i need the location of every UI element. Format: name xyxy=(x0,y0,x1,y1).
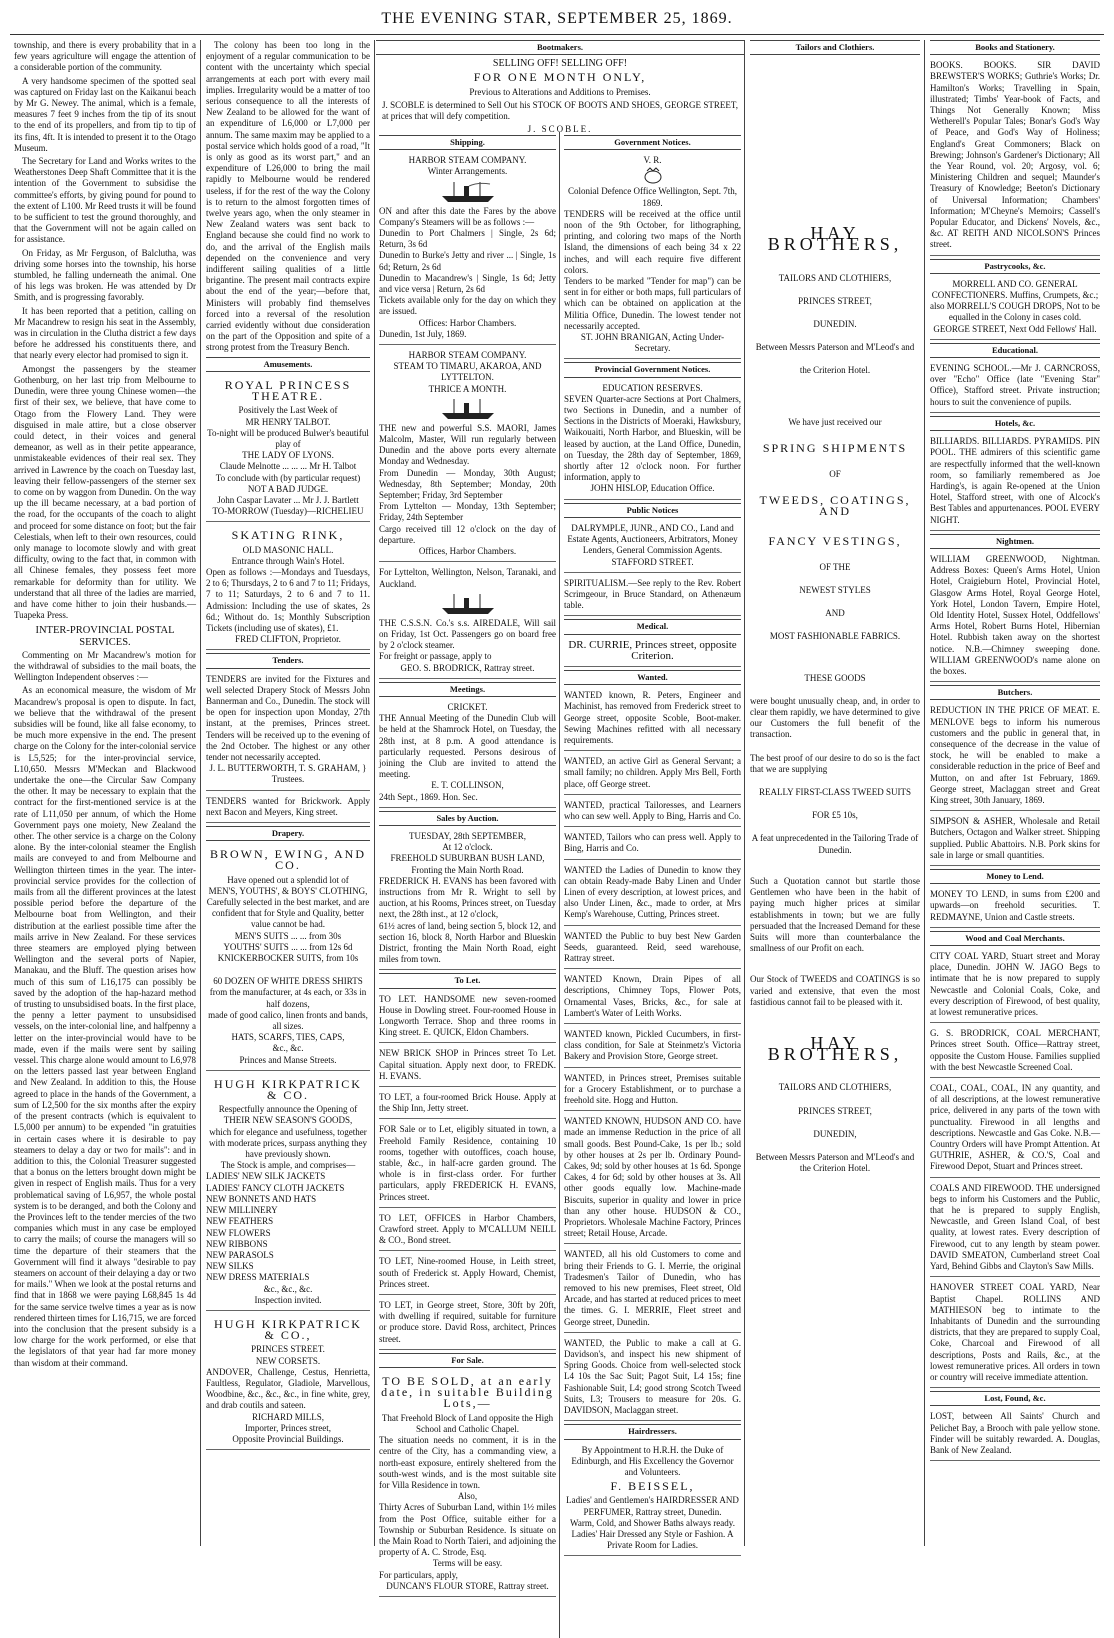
ad-line: LADIES' FANCY CLOTH JACKETS xyxy=(206,1182,345,1193)
column-3-right xyxy=(561,132,744,1638)
ad-wanted: WANTED, the Public to make a call at G. Davidson's, and inspect his new shipment of Spring Goods. Choice from well-selected stock L4 10s the Sac Suit; Pagot Suit, L4 15s; fine Fashionable Suit, L4; good strong Scotch Tweed Suits, L3; Trousers to measure for 20s. G. DAVIDSON, Maclaggan street. xyxy=(564,1336,741,1421)
ad-coal: COALS AND FIREWOOD. THE undersigned begs to inform his Customers and the Public, that he is prepared to supply English, Newcastle, and Green Island Coal, of best quality, at lowest rates. Every description of Firewood, cut to any length by steam power. DAVID SMEATON, Cumberland street Coal Yard, Behind Gibbs and Clayton's Saw Mills. xyxy=(930,1181,1100,1278)
ad-line: which for elegance and usefulness, together with moderate prices, surpass anything they have previously shown. xyxy=(209,1126,367,1160)
news-paragraph: On Friday, as Mr Ferguson, of Balclutha, was driving some horses into the township, his horse stumbled, he falling underneath the animal. One of his legs was broken. He was attended by Dr Smith, and is progressing favorably. xyxy=(14,247,196,303)
masthead: THE EVENING STAR, SEPTEMBER 25, 1869. xyxy=(381,10,733,27)
ad-coal: HANOVER STREET COAL YARD, Near Baptist Chapel. ROLLINS AND MATHIESON beg to intimate to the Inhabitants of Dunedin and the surrounding districts, that they are prepared to supply Coal, Coke, Charcoal and Firewood of all descriptions, Posts and Rails, &c., at the lowest remunerative prices. All orders in town or country will receive immediate attention. xyxy=(930,1280,1100,1388)
column-divider xyxy=(744,40,745,1546)
section-header-tenders: Tenders. xyxy=(206,653,370,668)
section-header-hotels: Hotels, &c. xyxy=(930,416,1100,431)
ad-nightmen: WILLIAM GREENWOOD, Nightman. Address Boxes: Queen's Arms Hotel, Union Hotel, Craigieburn Hotel, Provincial Hotel, Glasgow Arms Hotel, Royal George Hotel, York Hotel, London Tavern, Empire Hotel, Old Identity Hotel, Sussex Hotel, Oddfellows' Arms Hotel, Robert Burns Hotel, Hibernian Hotel. Rubbish taken away on the shortest notice. N.B.—Chimney sweeping done. WILLIAM GREENWOOD's name alone on the boxes. xyxy=(930,552,1100,682)
ad-line: FREDERICK H. EVANS has been favored with instructions from Mr R. Wright to sell by auction, at his Rooms, Princes street, on Tuesday next, the 28th inst., at 12 o'clock, xyxy=(379,875,556,920)
ad-line: 24th Sept., 1869. Hon. Sec. xyxy=(379,791,478,802)
ad-wanted: WANTED the Public to buy best New Garden Seeds, guaranteed. Reid, seed warehouse, Rattray street. xyxy=(564,929,741,970)
ad-coal: COAL, COAL, COAL, IN any quantity, and of all descriptions, at the lowest remunerative price, delivered in any parts of the town with punctuality. Firewood in all lengths and descriptions. Newcastle and Gas Coke. N.B.—Country Orders will have Prompt Attention. At GUTHRIE, ASHER, & CO.'S, Coal and Firewood Depot, Stuart and Princes street. xyxy=(930,1081,1100,1178)
news-paragraph: As an economical measure, the wisdom of Mr Macandrew's proposal is open to dispute. In fact, we believe that the withdrawal of the present subsidies will be found, like all false economy, to be much more expensive in the end. The present charge on the Colony for the inter-colonial service is L5,525; for the inter-provincial service, L10,650. Messrs M'Meckan and Blackwood undertake the one—the Circular Saw Company the other. It may be necessary to explain that the contract for the first-mentioned service is at the rate of L11,050 per annum, of which the Home Government pays one moiety, New Zealand the other. The other service is a charge on the Colony alone. By the inter-colonial steamer the English mails are conveyed to and from Melbourne and Wellington thirteen times in the year. The inter-provincial service provides for the collection of mails from all the different provinces at the latest possible period before the departure of the Melbourne boat from Wellington, and their distribution at the earliest possible time after the mails arrive in New Zealand. For these services three steamers are employed plying between Wellington and the several ports of Napier, Manakau, and the Bluff. The question arises how much of this sum of L16,175 can possibly be saved by the adoption of the hap-hazard method of trusting to unsubsidised boats. In the first place, the penny a letter payment to unsubsidised vessels, on the inter-colonial line, and halfpenny a letter on the inter-provincial would have to be made, even if the mails were sent by sailing vessel. This charge alone would amount to L6,978 on the letters passed last year between England and New Zealand. In addition to this, the House agreed to place in the hands of the Government, a sum of L2,500 for the six months after the expiry of the present contracts (which is equivalent to L5,000 per annum) to be expended "in gratuities in certain cases where it is desirable to pay steamers to delay a day or two for mails": and in addition to this, the Colonial Treasurer suggested that a bonus on the letters brought down might be given in respect of English mails. Thus for a very problematical saving of L6,957, the whole postal system is to be deranged, and both the Colony and the Provinces left to the tender mercies of the two companies which must in any case be employed to carry the mails; of course the managers will so time the departure of their steamers that the Government will find it always "desirable to pay steamers on account of their delaying a day or two for mails." When we look at the postal returns and find that in 1868 we were paying L68,845 1s 4d for the same service twelve times a year as is now rendered thirteen times for L16,715, we are forced into the conclusion that the present subsidy is a low charge for the work performed, or else that the legislators of that year had far more money than wisdom at their command. xyxy=(14,685,196,1368)
ad-brown-ewing xyxy=(206,844,370,1071)
ad-line: KNICKERBOCKER SUITS, from 10s xyxy=(217,953,359,964)
ad-title: HARBOR STEAM COMPANY. xyxy=(408,155,527,166)
ad-line: TENDERS are invited for the Fixtures and well selected Drapery Stock of Messrs John Bannerman and Co., Dunedin. The stock will be open for inspection upon Monday, 27th instant, at the premises, Princes street. Tenders will be received up to the evening of the 2nd October. The highest or any other tender not necessarily accepted. xyxy=(206,673,370,762)
ad-line: NEW SILKS xyxy=(206,1261,254,1272)
ad-line: Between Messrs Paterson and M'Leod's and xyxy=(755,1151,915,1162)
ad-line: REALLY FIRST-CLASS TWEED SUITS xyxy=(758,787,912,798)
ad-education-reserves xyxy=(564,381,741,500)
ad-line: Terms will be easy. xyxy=(432,1558,503,1569)
ad-line: Dunedin to Burke's Jetty and river ... | Single, 1s 6d; Return, 2s 6d xyxy=(379,250,556,272)
column-news-1 xyxy=(10,40,200,1546)
ad-butchers: SIMPSON & ASHER, Wholesale and Retail Butchers, Octagon and Walker street. Shipping supplied. Public Abattoirs. N.B. Pork skins for sale in large or small quantities. xyxy=(930,814,1100,866)
section-header-public-notices: Public Notices xyxy=(564,503,741,518)
ad-pastrycooks: MORRELL AND CO. GENERAL CONFECTIONERS. Muffins, Crumpets, &c.; also MORRELL'S COUGH DROPS, Not to be equalled in the Colony in cases cold. GEORGE STREET, Next Odd Fellows' Hall. xyxy=(930,277,1100,340)
ad-line: ANDOVER, Challenge, Cestus, Henrietta, Faultless, Regulator, Gladiole, Marvellous, Woodbine, &c., &c., &c., in fine white, grey, and drab coutils and sateen. xyxy=(206,1366,370,1411)
ad-wanted: WANTED known, R. Peters, Engineer and Machinist, has removed from Frederick street to George street, opposite Scoble, Boot-maker. Sewing Machines refitted with all necessary requirements. xyxy=(564,688,741,751)
bootmakers-block xyxy=(376,40,744,135)
ad-line: PRINCES STREET. xyxy=(251,1344,325,1355)
ad-title: HUGH KIRKPATRICK & CO., xyxy=(214,1316,362,1343)
ad-butchers: REDUCTION IN THE PRICE OF MEAT. E. MENLOVE begs to inform his numerous customers and the public in general that, in consequence of the decrease in the value of stock, he will be enabled to make a considerable reduction in the price of Beef and Mutton, on and after 1st February, 1869. George street, Maclaggan street and Great King street, 30th January, 1869. xyxy=(930,703,1100,811)
ad-line: From Dunedin — Monday, 30th August; Wednesday, 8th September; Monday, 20th September; Friday, 3rd September xyxy=(379,467,556,501)
ad-line: NEW DRESS MATERIALS xyxy=(206,1272,310,1283)
ad-line: NEWEST STYLES xyxy=(799,585,871,596)
ad-line: TWEEDS, COATINGS, AND xyxy=(759,493,911,519)
ad-line: GEO. S. BRODRICK, Rattray street. xyxy=(400,662,535,673)
ad-line: &c., &c. xyxy=(272,1043,304,1054)
section-header-educational: Educational. xyxy=(930,343,1100,358)
ad-line: For freight or passage, apply to xyxy=(379,651,492,662)
ad-books: BOOKS. BOOKS. SIR DAVID BREWSTER'S WORKS; Guthrie's Works; Dr. Hamilton's Works; Travelling in Spain, illustrated; Timbs' Year-book of Facts, and Things Not Generally Known; Miss Wetherell's Popular Tales; Bonar's God's Way of Peace, and God's Way of Holiness; England's Great Commoners; Black on Brewing; Johnson's Gardener's Dictionary; All the Year Round, vol. 20; Argosy, vol. 6; Ministering Children and sequel; Maunder's Treasury of Knowledge; Beeton's Dictionary of Universal Information; Chambers' Information; M'Cheyne's Memoirs; Cassell's Popular Educator, and Dickens' Novels, &c., &c. AT REITH AND NICOLSON'S Princes street. xyxy=(930,58,1100,255)
ad-line: TAILORS AND CLOTHIERS, xyxy=(778,272,892,283)
ad-line: Importer, Princes street, xyxy=(244,1422,332,1433)
ad-government-notice xyxy=(564,153,741,359)
ad-line: Ladies' and Gentlemen's HAIRDRESSER AND PERFUMER, Rattray street, Dunedin. xyxy=(566,1495,739,1517)
ad-signature: J. SCOBLE. xyxy=(527,124,593,135)
section-header-medical: Medical. xyxy=(564,619,741,634)
ad-line: THE LADY OF LYONS. xyxy=(242,450,334,461)
ad-line: DUNEDIN, xyxy=(813,1128,857,1139)
ad-line: made of good calico, linen fronts and bands, all sizes. xyxy=(208,1009,368,1032)
ad-line: Entrance through Wain's Hotel. xyxy=(231,555,345,566)
section-header-government: Government Notices. xyxy=(564,135,741,150)
ad-line: The Stock is ample, and comprises— xyxy=(220,1160,356,1171)
ad-line: MR HENRY TALBOT. xyxy=(245,416,331,427)
ad-line: the Criterion Hotel. xyxy=(799,1163,871,1174)
ad-hugh-kirkpatrick-corsets xyxy=(206,1314,370,1450)
ad-line: ST. JOHN BRANIGAN, Acting Under-Secretary. xyxy=(580,332,725,354)
ad-line: Cargo received till 12 o'clock on the day of departure. xyxy=(379,523,556,545)
ad-line: At 12 o'clock. xyxy=(442,842,493,853)
section-header-drapery: Drapery. xyxy=(206,826,370,841)
section-header-money: Money to Lend. xyxy=(930,869,1100,884)
ad-line: NOT A BAD JUDGE. xyxy=(247,483,329,494)
ad-line: RICHARD MILLS, xyxy=(251,1411,324,1422)
ad-wanted: WANTED, in Princes street, Premises suitable for a Grocery Establishment, or to purchase a freehold site. Hogg and Hutton. xyxy=(564,1071,741,1112)
ad-line: Carefully selected in the best market, and are confident that for Style and Quality, better value cannot be had. xyxy=(206,897,370,930)
section-header-to-let: To Let. xyxy=(379,973,556,988)
ad-line: MEN'S SUITS ... ... from 30s xyxy=(234,930,342,941)
ad-line: That Freehold Block of Land opposite the High School and Catholic Chapel. xyxy=(381,1412,554,1434)
ad-for-sale xyxy=(379,1371,556,1597)
ad-line: V. R. xyxy=(643,155,662,166)
ad-line: SEVEN Quarter-acre Sections at Port Chalmers, two Sections in Dunedin, and a number of Sections in the Districts of Moeraki, Hawksbury, Waikouaiti, North Harbor, and Blueskin, will be leased by auction, at the Land Office, Dunedin, on Tuesday, the 28th day of September, 1869, shortly after 12 o'clock noon. For further information, apply to xyxy=(564,393,741,483)
ad-to-let: TO LET. HANDSOME new seven-roomed House in Dowling street. Four-roomed House in Longworth Terrace. Shop and three rooms in King street. E. QUICK, Eldon Chambers. xyxy=(379,992,556,1044)
ad-paragraph: Such a Quotation cannot but startle those Gentlemen who have been in the habit of paying much higher prices at similar establishments in town; but we are fully persuaded that the Increased Demand for these Suits will more than counterbalance the smallness of our Profit on each. xyxy=(750,875,920,954)
ad-wanted: WANTED KNOWN, HUDSON AND CO. have made an immense Reduction in the price of all small goods. Best Pound-Cake, 1s per lb.; sold by other houses at 2s per lb. Ordinary Pound-Cakes, 9d; sold by other houses at 1s 6d. Sponge Cakes, 4 for 6d; sold by other houses at 3s. All other goods equally low. Machine-made Biscuits, superior in quality and lower in price than any other house. HUDSON & CO., Proprietors. Wholesale Machine Factory, Princes street; Retail House, Arcade. xyxy=(564,1114,741,1244)
ad-to-let: TO LET, a four-roomed Brick House. Apply at the Ship Inn, Jetty street. xyxy=(379,1090,556,1119)
column-ads-3 xyxy=(376,40,744,1591)
ad-line: Colonial Defence Office Wellington, Sept. 7th, 1869. xyxy=(568,186,737,208)
ad-wanted: WANTED, practical Tailoresses, and Learners who can sew well. Apply to Bing, Harris and Co. xyxy=(564,798,741,827)
section-header-shipping: Shipping. xyxy=(379,135,556,150)
ad-cricket xyxy=(379,700,556,808)
news-paragraph: The Secretary for Land and Works writes to the Weatherstones Deep Shaft Committee that it is the intention of the Government to subsidise the committee's efforts, by giving pound for pound to the extent of L100. Mr Reed trusts it will be found to be sufficient to test the ground thoroughly, and that the Government will not be again called on for assistance. xyxy=(14,156,196,245)
ad-skating-rink xyxy=(206,525,370,650)
column-divider xyxy=(200,40,201,1546)
ad-line: NEW MILLINERY xyxy=(206,1205,278,1216)
ad-title-hay-brothers: HAY BROTHERS, xyxy=(767,1032,903,1065)
ad-line: Opposite Provincial Buildings. xyxy=(232,1433,344,1444)
ad-line: &c., &c., &c. xyxy=(263,1283,313,1294)
ad-public-notice: DALRYMPLE, JUNR., AND CO., Land and Estate Agents, Auctioneers, Arbitrators, Money Lenders, General Commission Agents. STAFFORD STREET. xyxy=(564,521,741,573)
section-header-provincial: Provincial Government Notices. xyxy=(564,362,741,377)
ad-line: JOHN HISLOP, Education Office. xyxy=(590,483,715,494)
ad-auction xyxy=(379,829,556,970)
ad-title-hay-brothers: HAY BROTHERS, xyxy=(767,223,903,255)
ad-coal: G. S. BRODRICK, COAL MERCHANT, Princes street South. Office—Rattray street, opposite the Custom House. Families supplied with the best Newcastle Screened Coal. xyxy=(930,1026,1100,1078)
top-rule xyxy=(10,34,1104,35)
ad-line: 60 DOZEN OF WHITE DRESS SHIRTS xyxy=(213,976,363,987)
ad-to-let: NEW BRICK SHOP in Princes street To Let. Capital situation. Apply next door, to FREDK. H. EVANS. xyxy=(379,1046,556,1087)
section-header-wood-coal: Wood and Coal Merchants. xyxy=(930,931,1100,946)
ad-line: J. SCOBLE is determined to Sell Out his STOCK OF BOOTS AND SHOES, GEORGE STREET, at prices that will defy competition. xyxy=(382,99,738,122)
steamship-icon xyxy=(438,592,498,616)
ad-to-let: TO LET, OFFICES in Harbor Chambers, Crawford street. Apply to M'CALLUM NEILL & CO., Bond street. xyxy=(379,1211,556,1252)
ad-line: SELLING OFF! SELLING OFF! xyxy=(492,58,628,70)
ad-line: From Lyttelton — Monday, 13th September; Friday, 24th September xyxy=(379,501,556,523)
ad-line: PRINCES STREET, xyxy=(798,295,872,306)
ad-title: HARBOR STEAM COMPANY. xyxy=(408,350,527,361)
section-header-bootmakers: Bootmakers. xyxy=(376,40,744,55)
ad-tender xyxy=(206,672,370,791)
news-paragraph: Commenting on Mr Macandrew's motion for the withdrawal of subsidies to the mail boats, the Wellington Independent observes :— xyxy=(14,649,196,683)
ad-title: CRICKET. xyxy=(447,701,488,712)
ad-line: Open as follows :—Mondays and Tuesdays, 2 to 6; Thursdays, 2 to 6 and 7 to 11; Fridays, 7 to 11; Saturdays, 2 to 6 and 7 to 11. Admission: Including the use of skates, 2s 6d.; Without do. 1s; Monthly Subscription Tickets (including use of skates), £1. xyxy=(206,566,370,633)
ad-line: TO-MORROW (Tuesday)—RICHELIEU xyxy=(212,506,364,517)
ad-title: ROYAL PRINCESS THEATRE. xyxy=(224,377,352,404)
section-header-lost-found: Lost, Found, &c. xyxy=(930,1391,1100,1406)
section-header-amusements: Amusements. xyxy=(206,357,370,372)
ad-wanted: WANTED Known, Drain Pipes of all descriptions, Chimney Tops, Flower Pots, Ornamental Vases, Bricks, &c., for sale at Lambert's Water of Leith Works. xyxy=(564,972,741,1024)
ad-line: MOST FASHIONABLE FABRICS. xyxy=(769,631,901,642)
section-header-nightmen: Nightmen. xyxy=(930,534,1100,549)
ad-title: BROWN, EWING, AND CO. xyxy=(210,847,366,873)
ad-line: NEW BONNETS AND HATS xyxy=(206,1193,317,1204)
column-divider xyxy=(924,40,925,1546)
ad-line: STEAM TO TIMARU, AKAROA, AND LYTTELTON. xyxy=(393,361,542,383)
ad-line: Princes and Manse Streets. xyxy=(239,1054,337,1065)
ad-title: EDUCATION RESERVES. xyxy=(602,382,703,393)
ad-tender: TENDERS wanted for Brickwork. Apply next Bacon and Meyers, King street. xyxy=(206,794,370,823)
ad-line: THEIR NEW SEASON'S GOODS, xyxy=(223,1115,353,1126)
ad-line: For Lyttelton, Wellington, Nelson, Taranaki, and Auckland. xyxy=(379,567,556,589)
ad-line: Respectfully announce the Opening of xyxy=(218,1104,358,1115)
ad-line: Have opened out a splendid lot of xyxy=(227,874,349,885)
ad-line: Dunedin to Macandrew's | Single, 1s 6d; Jetty and vice versa | Return, 2s 6d xyxy=(379,272,556,295)
ad-line: Dunedin to Port Chalmers | Single, 2s 6d; Return, 3s 6d xyxy=(379,228,556,250)
ad-money-to-lend: MONEY TO LEND, in sums from £200 and upwards—on freehold securities. T. REDMAYNE, Union and Castle streets. xyxy=(930,887,1100,928)
ad-line: Inspection invited. xyxy=(254,1294,322,1305)
ad-hairdresser xyxy=(564,1443,741,1557)
ad-paragraph: were bought unusually cheap, and, in order to clear them rapidly, we have determined to give our Customers the full benefit of the transaction. xyxy=(750,695,920,740)
ad-line: from the manufacturer, at 4s each, or 33s in half dozens, xyxy=(209,987,367,1009)
ad-to-let: FOR Sale or to Let, eligibly situated in town, a Freehold Family Residence, containing 10 rooms, together with outoffices, coach house, stable, &c., in half-acre garden ground. The whole is in first-class order. For further particulars, apply FREDERICK H. EVANS, Princes street. xyxy=(379,1122,556,1207)
ad-paragraph: Our Stock of TWEEDS and COATINGS is so varied and extensive, that even the most fastidious cannot fail to be pleased with it. xyxy=(750,974,920,1007)
ad-theatre xyxy=(206,375,370,522)
section-header-meetings: Meetings. xyxy=(379,682,556,697)
ad-line: Thirty Acres of Suburban Land, within 1½ miles from the Post Office, suitable either for a Township or Suburban Residence. Is situate on the Main Road to North Taieri, and adjoining the property of A. C. Strode, Esq. xyxy=(379,1502,556,1558)
ad-line: Claude Melnotte ... ... ... Mr H. Talbot xyxy=(219,461,357,472)
ad-educational: EVENING SCHOOL.—Mr J. CARNCROSS, over "Echo" Office (late "Evening Star" Office), Stafford street. Private instruction; hours to suit the convenience of pupils. xyxy=(930,361,1100,413)
ad-wanted: WANTED known, Pickled Cucumbers, in first-class condition, for Sale at Steinmetz's Victoria Bakery and Provision Store, George street. xyxy=(564,1027,741,1068)
ad-line: TAILORS AND CLOTHIERS, xyxy=(778,1082,892,1093)
ad-line: To-night will be produced Bulwer's beautiful play of xyxy=(207,427,369,449)
ad-wanted: WANTED, Tailors who can press well. Apply to Bing, Harris and Co. xyxy=(564,830,741,859)
ad-line: SPRING SHIPMENTS xyxy=(762,440,908,455)
ad-line: To conclude with (by particular request) xyxy=(215,472,361,483)
ad-line: Between Messrs Paterson and M'Leod's and xyxy=(755,342,915,353)
column-3-body xyxy=(376,132,744,1591)
ad-line: TUESDAY, 28th SEPTEMBER, xyxy=(408,830,527,841)
ad-line: Winter Arrangements. xyxy=(427,166,508,177)
section-header-pastrycooks: Pastrycooks, &c. xyxy=(930,259,1100,274)
news-paragraph: It has been reported that a petition, calling on Mr Macandrew to resign his seat in the Assembly, was in circulation in the Clutha district a few days before he addressed his constituents there, and that nearly every elector had promised to sign it. xyxy=(14,305,196,361)
ad-line: THE Annual Meeting of the Dunedin Club will be held at the Shamrock Hotel, on Tuesday, the 28th inst, at 8 p.m. A good attendance is particularly requested. Persons desirous of joining the Club are invited to attend the meeting. xyxy=(379,713,556,780)
ad-medical: DR. CURRIE, Princes street, opposite Criterion. xyxy=(564,638,741,667)
royal-crest-icon xyxy=(638,167,668,185)
ad-line: TENDERS will be received at the office until noon of the 9th October, for lithographing, printing, and coloring two maps of the North Island, the dimensions of each being 34 x 22 inches, and will each require five different colors. xyxy=(564,208,741,275)
ad-line: OF THE xyxy=(819,561,851,572)
ad-line: E. T. COLLINSON, xyxy=(431,780,504,791)
ad-title: HUGH KIRKPATRICK & CO. xyxy=(214,1076,362,1103)
section-header-books: Books and Stationery. xyxy=(930,40,1100,55)
column-ads-5 xyxy=(926,40,1104,1546)
section-header-for-sale: For Sale. xyxy=(379,1353,556,1368)
ad-line: By Appointment to H.R.H. the Duke of Edinburgh, and His Excellency the Governor and Volunteers. xyxy=(571,1444,734,1477)
ad-line: NEW PARASOLS xyxy=(206,1249,274,1260)
column-divider xyxy=(374,40,375,1546)
ad-lost: LOST, between All Saints' Church and Pelichet Bay, a Brooch with pale yellow stone. Finder will be suitably rewarded. A. Douglas, Bank of New Zealand. xyxy=(930,1409,1100,1461)
column-tailors xyxy=(746,40,924,1546)
ad-wanted: WANTED, all his old Customers to come and bring their Friends to G. I. Merrie, the original Tradesmen's Tailor of Dunedin, who has removed to his new premises, Fleet street, Old Arcade, and has started at reduced prices to meet the times. G. I. MERRIE, Fleet street and George street, Dunedin. xyxy=(564,1247,741,1332)
ad-line: OLD MASONIC HALL. xyxy=(242,544,334,555)
ad-line: Also, xyxy=(457,1491,478,1502)
steamship-icon xyxy=(438,397,498,421)
ad-line: We have just received our xyxy=(788,416,882,427)
news-paragraph: township, and there is every probability that in a few years agriculture will engage the attention of a considerable portion of the community. xyxy=(14,40,196,73)
ad-line: Warm, Cold, and Shower Baths always ready. xyxy=(570,1517,735,1528)
ad-line: NEW FLOWERS xyxy=(206,1227,271,1238)
section-header-auction: Sales by Auction. xyxy=(379,811,556,826)
ad-line: NEW CORSETS. xyxy=(255,1355,321,1366)
ad-line: John Caspar Lavater ... Mr J. J. Bartlett xyxy=(217,494,359,505)
ad-coal: CITY COAL YARD, Stuart street and Moray place, Dunedin. JOHN W. JAGO Begs to intimate that he is now prepared to supply Newcastle and Colonial Coals, Coke, and every description of Firewood, of best quality, at lowest remunerative prices. xyxy=(930,949,1100,1023)
news-paragraph: Amongst the passengers by the steamer Gothenburg, on her last trip from Melbourne to Dunedin, were three young Chinese women—the first of their sex, we believe, that have come to Otago from the Flowery Land. They were disguised in male attire, but a close observer could detect, in their voices and general demeanor, as well as in their petite appearance, unmistakeable evidences of their real sex. They arrived in Lawrence by the coach on Tuesday last, leaving their fellow-passengers of the sterner sex to come on by waggon from Dunedin. On the way up the ill became necessary, at a bad portion of the road, for the occupants of the coach to alight and proceed for some distance on foot; but the fair Celestials, when left to their own resources, could only manage to locomote slowly and with great difficulty, owing to the fact that, in common with all Chinese females, they possess feet more remarkable for deformity than for utility. We understand that all three of the ladies are married, and have come hither to join their husbands.—Tuapeka Press. xyxy=(14,363,196,621)
ad-cssn-airedale xyxy=(379,565,556,678)
column-3-left xyxy=(376,132,559,1638)
ad-line: AND xyxy=(825,608,845,619)
ad-line: FOR £5 10s, xyxy=(812,810,858,821)
ad-line: The situation needs no comment, it is in the centre of the City, has a commanding view, a north-east exposure, entirely sheltered from the south-west winds, and is the most suitable site for Villa Residence in town. xyxy=(379,1435,556,1490)
ad-line: OF xyxy=(829,469,841,480)
ad-line: Tickets available only for the day on which they are issued. xyxy=(379,295,556,317)
ad-line: Dunedin, 1st July, 1869. xyxy=(379,328,467,339)
column-news-2 xyxy=(202,40,374,1546)
ad-line: HATS, SCARFS, TIES, CAPS, xyxy=(231,1032,345,1043)
ad-line: NEW FEATHERS xyxy=(206,1216,274,1227)
ad-line: THRICE A MONTH. xyxy=(428,383,507,394)
ad-line: Offices: Harbor Chambers. xyxy=(418,317,517,328)
ad-paragraph: The best proof of our desire to do so is the fact that we are supplying xyxy=(750,752,920,774)
section-header-tailors: Tailors and Clothiers. xyxy=(750,40,920,55)
ad-harbor-steam-2 xyxy=(379,348,556,562)
ad-line: DUNEDIN. xyxy=(813,319,857,330)
ad-signature: J. L. BUTTERWORTH, T. S. GRAHAM, } Trustees. xyxy=(209,763,367,785)
ad-line: YOUTHS' SUITS ... ... from 12s 6d xyxy=(223,941,353,952)
ad-hugh-kirkpatrick xyxy=(206,1074,370,1311)
ad-title: FOR ONE MONTH ONLY, xyxy=(473,70,647,85)
ad-line: FRED CLIFTON, Proprietor. xyxy=(235,634,341,645)
ad-wanted: WANTED the Ladies of Dunedin to know they can obtain Ready-made Baby Linen and Under Linen of every description, at lowest prices, and also Under Linen, &c., made to order, at Mrs Kemp's Warehouse, Cutting, Princes street. xyxy=(564,863,741,926)
section-header-wanted: Wanted. xyxy=(564,670,741,685)
ad-title: TO BE SOLD, at an early date, in suitable Building Lots,— xyxy=(381,1374,554,1411)
ad-to-let: TO LET, Nine-roomed House, in Leith street, south of Frederick st. Apply Howard, Chemist, Princes street. xyxy=(379,1254,556,1295)
ad-line: LADIES' NEW SILK JACKETS xyxy=(206,1171,326,1182)
ad-line: Positively the Last Week of xyxy=(238,405,338,416)
section-header-hairdressers: Hairdressers. xyxy=(564,1424,741,1439)
ad-line: FREEHOLD SUBURBAN BUSH LAND, Fronting the Main North Road. xyxy=(390,853,545,875)
ad-to-let: TO LET, in George street, Store, 30ft by 20ft, with dwelling if required, suitable for furniture or produce store. David Ross, architect, Princes street. xyxy=(379,1298,556,1350)
ad-line: DUNCAN'S FLOUR STORE, Rattray street. xyxy=(386,1580,549,1591)
steamship-icon xyxy=(438,180,498,204)
ad-title: F. BEISSEL, xyxy=(610,1479,695,1494)
ad-line: MEN'S, YOUTHS', & BOYS' CLOTHING, xyxy=(208,885,368,896)
ad-line: ON and after this date the Fares by the above Company's Steamers will be as follows :— xyxy=(379,205,556,227)
ad-line: the Criterion Hotel. xyxy=(799,365,871,376)
ad-line: THE C.S.S.N. Co.'s s.s. AIREDALE, Will sail on Friday, 1st Oct. Passengers go on board free by 2 o'clock steamer. xyxy=(379,617,556,651)
ad-public-notice: SPIRITUALISM.—See reply to the Rev. Robert Scrimgeour, in Bruce Standard, on Athenæum table. xyxy=(564,576,741,617)
ad-line: Ladies' Hair Dressed any Style or Fashion. A Private Room for Ladies. xyxy=(571,1528,734,1551)
ad-wanted: WANTED, an active Girl as General Servant; a small family; no children. Apply Mrs Bell, Forth place, off George street. xyxy=(564,754,741,795)
ad-hotels: BILLIARDS. BILLIARDS. PYRAMIDS. PIN POOL. THE admirers of this scientific game are respectfully informed that the well-known room, so familiarly remembered as Joe Harding's, is again Re-opened at the Union Hotel, Stafford street, with one of Alcock's Best Tables and appurtenances. POOL EVERY NIGHT. xyxy=(930,434,1100,531)
news-paragraph: The colony has been too long in the enjoyment of a regular communication to be content with the uncertainty which special arrangements at each port with every mail implies. Irregularity would be a matter of too serious consequence to all the interests of New Zealand to be allowed for the want of an expenditure of L6,000 or L7,000 per annum. The same maxim may be applied to a postal service which holds good of a road, "It is only as good as its worst part," and an expenditure of L26,000 to bring the mail rapidly to Melbourne would be rendered useless, if for the rest of the way the Colony is to return to the almost forgotten times of twelve years ago, when the only steamer in New Zealand waters was sent back to England because she could find no work to do, and the arrival of the English mails depended on the convenience and very indifferent sailing qualities of a little brigantine. The present mail contracts expire about the end of the year;—before that, Ministers will probably find themselves forced into a reversal of the resolution carried evidently without due consideration on the part of the Opposition and spite of a strong protest from the Treasury Bench. xyxy=(206,40,370,353)
ad-line: For particulars, apply, xyxy=(379,1569,458,1580)
ad-line: FANCY VESTINGS, xyxy=(768,533,902,548)
ad-line: Tenders to be marked "Tender for map") can be sent in for either or both maps, full particulars of which can be obtained on application at the Militia Office, Dunedin. The lowest tender not necessarily accepted. xyxy=(564,276,741,331)
ad-line: 61½ acres of land, being section 5, block 12, and section 16, block 8, North Harbor and Blueskin District, fronting the Main North Road, eight miles from town. xyxy=(379,920,556,965)
article-heading: INTER-PROVINCIAL POSTAL SERVICES. xyxy=(35,625,175,648)
news-paragraph: A very handsome specimen of the spotted seal was captured on Friday last on the Kaikanui beach by Mr G. Newey. The animal, which is a female, measures 7 feet 9 inches from the tip of its snout to the end of its propellers, and from tip to tip of its fins, 4ft. It is intended to present it to the Otago Museum. xyxy=(14,75,196,153)
ad-title: SKATING RINK, xyxy=(231,528,345,543)
ad-line: Previous to Alterations and Additions to Premises. xyxy=(469,86,651,97)
ad-line: A feat unprecedented in the Tailoring Trade of Dunedin. xyxy=(751,833,919,855)
ad-line: THESE GOODS xyxy=(804,672,866,683)
ad-line: NEW RIBBONS xyxy=(206,1238,268,1249)
ad-line: Offices, Harbor Chambers. xyxy=(418,546,517,557)
ad-line: PRINCES STREET, xyxy=(798,1105,872,1116)
ad-line: THE new and powerful S.S. MAORI, James Malcolm, Master, Will run regularly between Dunedin and the above ports every alternate Monday and Wednesday. xyxy=(379,422,556,467)
section-header-butchers: Butchers. xyxy=(930,685,1100,700)
ad-harbor-steam-1 xyxy=(379,153,556,345)
